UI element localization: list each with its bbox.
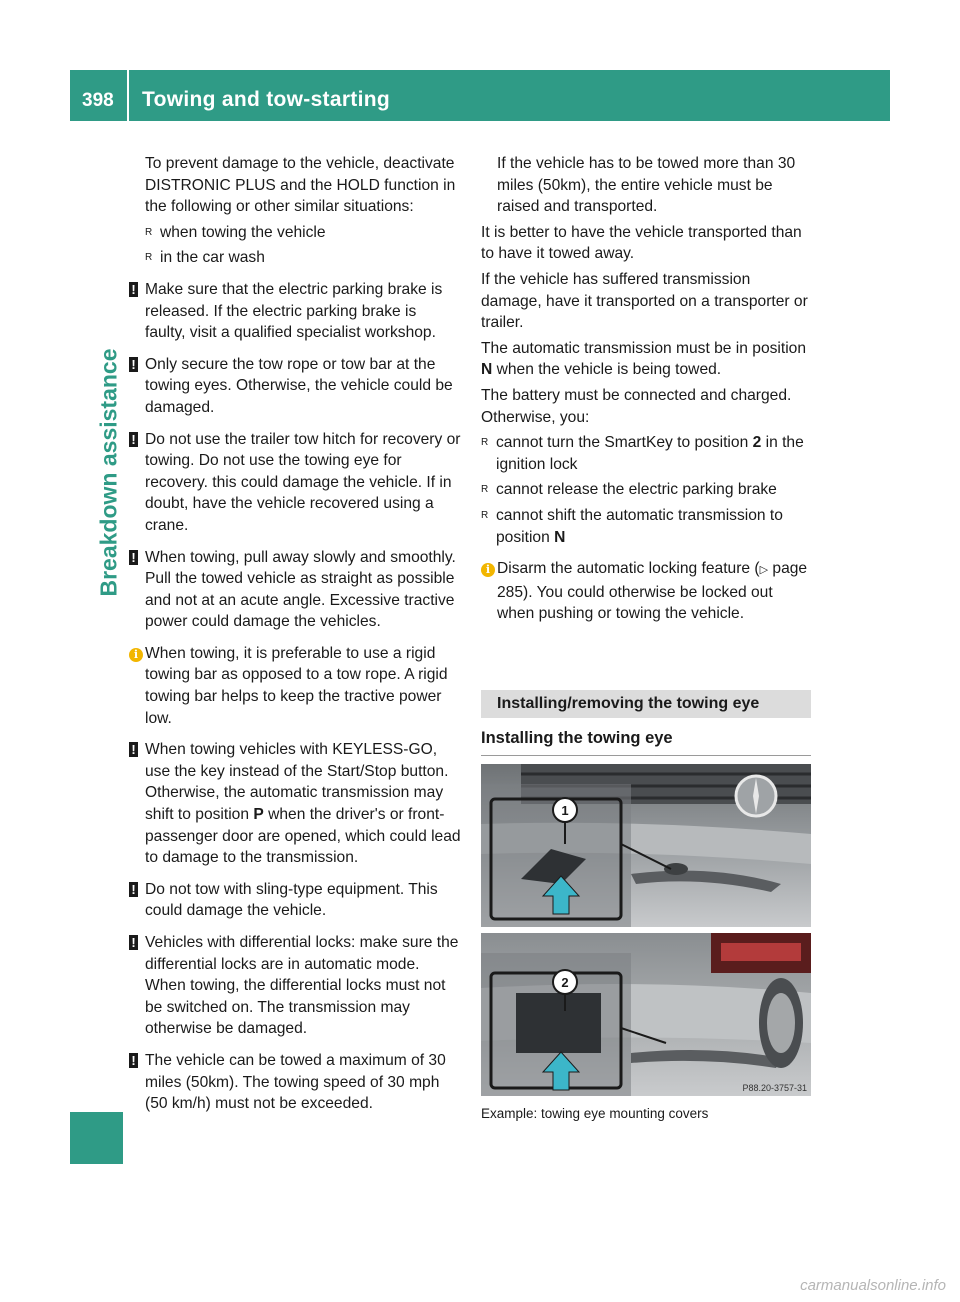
- figure-caption: Example: towing eye mounting covers: [481, 1106, 709, 1121]
- bullet-icon: R: [145, 226, 153, 238]
- photo-rear-bumper: [481, 933, 811, 1096]
- photo-front-bumper: [481, 764, 811, 927]
- warning-icon: !: [129, 1053, 138, 1068]
- info-notice: i Disarm the automatic locking feature (▷ page 285). You could otherwise be locked out when pushing or towing the vehicle.: [481, 558, 813, 625]
- info-icon: i: [129, 648, 143, 662]
- front-bumper-illustration: [481, 764, 811, 927]
- left-column: [129, 153, 461, 1119]
- info-icon: i: [481, 563, 495, 577]
- list-item: R cannot release the electric parking brake: [481, 479, 813, 501]
- paragraph: It is better to have the vehicle transported than to have it towed away.: [481, 223, 802, 263]
- info-notice: i When towing, it is preferable to use a rigid towing bar as opposed to a tow rope. A rigid towing bar helps to keep the tractive power low.: [129, 643, 461, 729]
- header-divider: [127, 70, 129, 121]
- section-subheading: Installing/removing the towing eye: [481, 690, 811, 718]
- warning-notice: ! Do not use the trailer tow hitch for recovery or towing. Do not use the towing eye for recovery. this could damage the vehicle. If in doubt, have the vehicle recovered using a crane.: [129, 429, 461, 537]
- list-item: R cannot turn the SmartKey to position 2 in the ignition lock: [481, 432, 813, 475]
- warning-icon: !: [129, 882, 138, 897]
- warning-notice: ! When towing vehicles with KEYLESS-GO, use the key instead of the Start/Stop button. Otherwise, the automatic transmission may shift to position P when the driver's or front-passenger door are opened, which could lead to damage to the transmission.: [129, 739, 461, 869]
- watermark: carmanualsonline.info: [800, 1277, 946, 1294]
- side-tab-marker: [70, 1112, 123, 1164]
- list-item: R in the car wash: [129, 247, 461, 269]
- section-title: Towing and tow-starting: [142, 88, 390, 111]
- paragraph: The battery must be connected and charged. Otherwise, you:: [481, 386, 792, 426]
- page-number: 398: [82, 90, 114, 111]
- bullet-icon: R: [481, 437, 489, 449]
- rear-bumper-illustration: [481, 933, 811, 1096]
- paragraph: The automatic transmission must be in position N when the vehicle is being towed.: [481, 339, 807, 379]
- continued-paragraph: If the vehicle has to be towed more than 30 miles (50km), the entire vehicle must be raised and transported.: [497, 155, 796, 216]
- subheading: Installing the towing eye: [481, 729, 811, 756]
- svg-text:2: 2: [561, 975, 569, 990]
- svg-text:1: 1: [561, 803, 569, 818]
- list-item: R cannot shift the automatic transmission to position N: [481, 505, 813, 548]
- paragraph: If the vehicle has suffered transmission damage, have it transported on a transporter or trailer.: [481, 270, 808, 332]
- intro-paragraph: To prevent damage to the vehicle, deactivate DISTRONIC PLUS and the HOLD function in the following or other similar situations:: [145, 155, 456, 216]
- warning-icon: !: [129, 935, 138, 950]
- warning-notice: ! The vehicle can be towed a maximum of 30 miles (50km). The towing speed of 30 mph (50 km/h) must not be exceeded.: [129, 1050, 461, 1115]
- right-column: [481, 153, 813, 629]
- side-tab: [95, 262, 122, 682]
- warning-icon: !: [129, 282, 138, 297]
- warning-notice: ! Vehicles with differential locks: make sure the differential locks are in automatic mode. When towing, the differential locks must not be switched on. The transmission may otherwise be damaged.: [129, 932, 461, 1040]
- page-reference-arrow-icon: ▷: [759, 564, 769, 577]
- warning-notice: ! Only secure the tow rope or tow bar at the towing eyes. Otherwise, the vehicle could be damaged.: [129, 354, 461, 419]
- warning-icon: !: [129, 742, 138, 757]
- warning-icon: !: [129, 432, 138, 447]
- list-item: R when towing the vehicle: [129, 222, 461, 244]
- bullet-icon: R: [145, 252, 153, 264]
- warning-notice: ! Make sure that the electric parking brake is released. If the electric parking brake is faulty, visit a qualified specialist workshop.: [129, 279, 461, 344]
- warning-icon: !: [129, 357, 138, 372]
- warning-icon: !: [129, 550, 138, 565]
- warning-notice: ! When towing, pull away slowly and smoothly. Pull the towed vehicle as straight as possible and not at an acute angle. Excessive tractive power could damage the vehicles.: [129, 547, 461, 633]
- warning-notice: ! Do not tow with sling-type equipment. This could damage the vehicle.: [129, 879, 461, 922]
- side-tab-label: Breakdown assistance: [95, 347, 122, 597]
- svg-text:P88.20-3757-31: P88.20-3757-31: [742, 1083, 807, 1093]
- bullet-icon: R: [481, 509, 489, 521]
- bullet-icon: R: [481, 484, 489, 496]
